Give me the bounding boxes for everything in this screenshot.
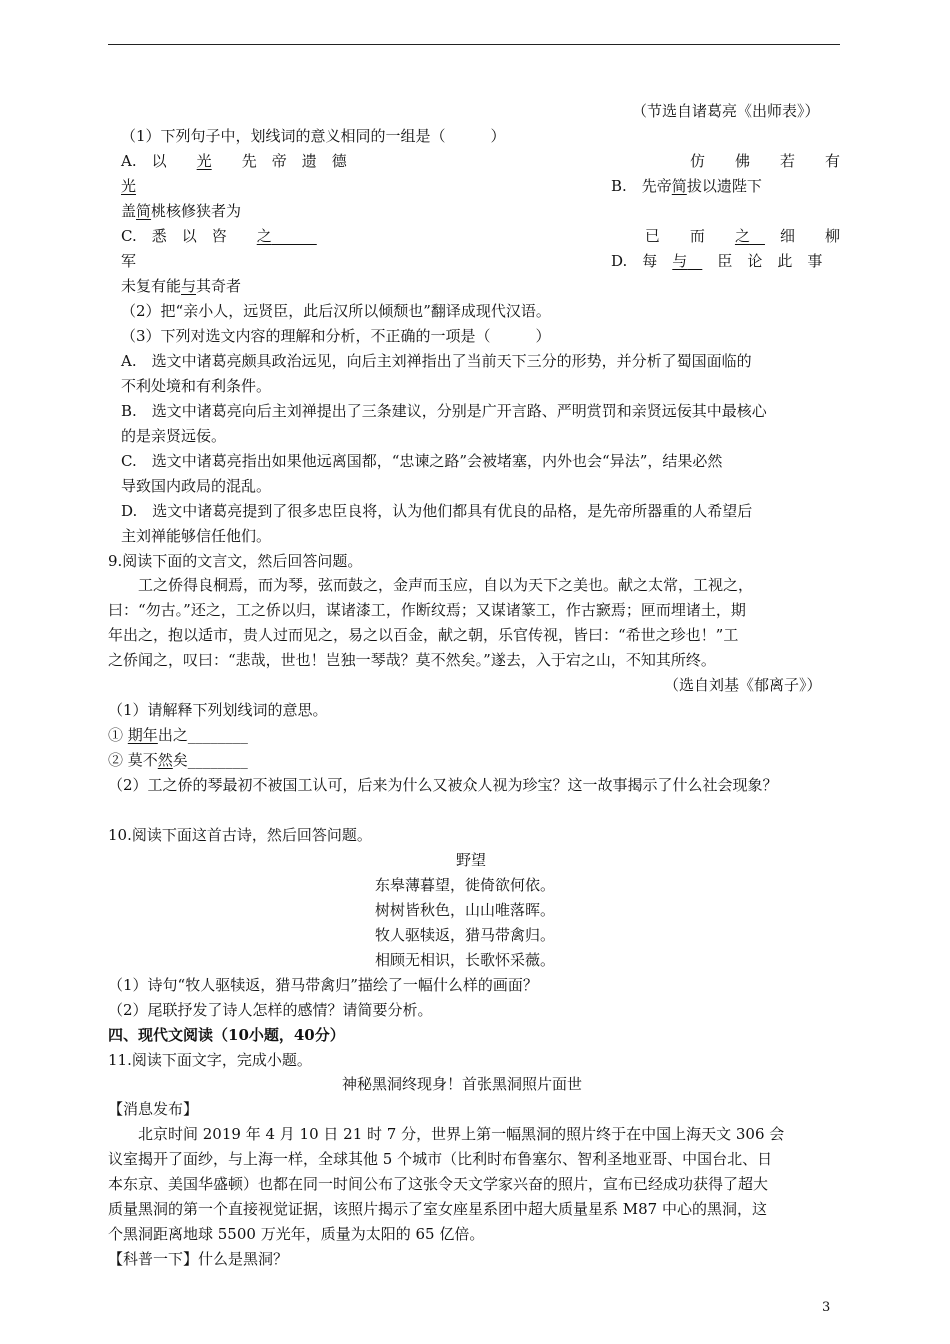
q9-sub2: （2）工之侨的琴最初不被国工认可，后来为什么又被众人视为珍宝？这一故事揭示了什么社会现象？ (108, 776, 778, 794)
q9-passage-line1: 工之侨得良桐焉，而为琴，弦而鼓之，金声而玉应，自以为天下之美也。献之太常，工视之， (108, 576, 754, 594)
q10-poem-line2: 树树皆秋色，山山唯落晖。 (375, 901, 556, 919)
q8-opt-C-line2: 导致国内政局的混乱。 (121, 477, 272, 495)
q8-option-C-right: 已 而 之 细 柳 (644, 227, 840, 245)
q8-opt-A-line1: A. 选文中诸葛亮颇具政治远见，向后主刘禅指出了当前天下三分的形势，并分析了蜀国面临的 (121, 352, 752, 370)
q9-passage-line4: 之侨闻之，叹曰：“悲哉，世也！岂独一琴哉？莫不然矣。”遂去，入于宕之山，不知其所终。 (108, 651, 716, 669)
q8-opt-D-line1: D. 选文中诸葛亮提到了很多忠臣良将，认为他们都具有优良的品格，是先帝所器重的人希望后 (121, 502, 753, 520)
section4-heading: 四、现代文阅读（10小题，40分） (108, 1026, 345, 1044)
q10-poem-title: 野望 (456, 851, 487, 869)
q8-sub1-stem: （1）下列句子中，划线词的意义相同的一组是（ ） (121, 127, 506, 145)
q9-item1: ① 期年出之________ (108, 726, 248, 744)
q9-passage-line3: 年出之，抱以适市，贵人过而见之，易之以百金，献之朝，乐官传视，皆曰：“希世之珍也！”工 (108, 626, 739, 644)
q8-opt-D-line2: 主刘禅能够信任他们。 (121, 527, 272, 545)
q8-option-C-left: C. 悉 以 咨 之 (121, 227, 272, 245)
q11-tag-science: 【科普一下】什么是黑洞？ (108, 1250, 289, 1268)
page-number: 3 (822, 1300, 831, 1315)
q10-poem-line4: 相顾无相识，长歌怀采薇。 (375, 951, 556, 969)
q8-opt-B-line2: 的是亲贤远佞。 (121, 427, 227, 445)
q8-option-C-cont: 军 (121, 252, 137, 270)
q9-passage-line2: 曰：“勿古。”还之，工之侨以归，谋诸漆工，作断纹焉；又谋诸篆工，作古窾焉；匣而埋诸土，期 (108, 601, 746, 619)
q9-item2: ② 莫不然矣________ (108, 751, 248, 769)
q10-poem-line3: 牧人驱犊返，猎马带禽归。 (375, 926, 556, 944)
q8-option-B-left: B. 先帝简拔以遗陛下 (611, 177, 762, 195)
q11-passage-line5: 个黑洞距离地球 5500 万光年，质量为太阳的 65 亿倍。 (108, 1225, 485, 1243)
q11-passage-line2: 议室揭开了面纱，与上海一样，全球其他 5 个城市（比利时布鲁塞尔、智利圣地亚哥、中国台北、日 (108, 1150, 773, 1168)
q8-option-D-right: 未复有能与其奇者 (121, 277, 242, 295)
q8-option-A-right: 仿 佛 若 有 (689, 152, 840, 170)
q10-sub2: （2）尾联抒发了诗人怎样的感情？请简要分析。 (108, 1001, 433, 1019)
q11-passage-line4: 质量黑洞的第一个直接视觉证据，该照片揭示了室女座星系团中超大质量星系 M87 中心的黑洞，这 (108, 1200, 767, 1218)
q8-option-A-left: A. 以 光 先 帝 遗 德 (121, 152, 347, 170)
q10-poem-line1: 东皋薄暮望，徙倚欲何依。 (375, 876, 556, 894)
q8-option-B-right: 盖简桃核修狭者为 (121, 202, 242, 220)
q11-title: 11.阅读下面文字，完成小题。 (108, 1051, 312, 1069)
q9-title: 9.阅读下面的文言文，然后回答问题。 (108, 552, 363, 570)
q11-tag-news: 【消息发布】 (108, 1100, 199, 1118)
q8-source: （节选自诸葛亮《出师表》） (632, 102, 820, 120)
q8-option-A-cont: 光 (121, 177, 137, 195)
q8-option-AB-row (121, 176, 840, 196)
q8-option-D-left: D. 每 与 臣 论 此 事 (611, 252, 823, 270)
q11-article-title: 神秘黑洞终现身！首张黑洞照片面世 (342, 1075, 583, 1093)
q8-sub2: （2）把“亲小人，远贤臣，此后汉所以倾颓也”翻译成现代汉语。 (121, 302, 551, 320)
q9-sub1: （1）请解释下列划线词的意思。 (108, 701, 328, 719)
q8-option-CD-row (121, 251, 840, 271)
q8-opt-C-line1: C. 选文中诸葛亮指出如果他远离国都，“忠谏之路”会被堵塞，内外也会“异法”，结果必然 (121, 452, 723, 470)
q8-opt-A-line2: 不利处境和有利条件。 (121, 377, 272, 395)
q9-source: （选自刘基《郁离子》） (664, 676, 822, 694)
q11-passage-line1: 北京时间 2019 年 4 月 10 日 21 时 7 分，世界上第一幅黑洞的照片终于在中国上海天文 306 会 (108, 1125, 785, 1143)
q8-option-C-row (121, 226, 840, 246)
q8-option-A-row (121, 151, 840, 171)
q8-sub3-stem: （3）下列对选文内容的理解和分析，不正确的一项是（ ） (121, 327, 551, 345)
q10-title: 10.阅读下面这首古诗，然后回答问题。 (108, 826, 372, 844)
q10-sub1: （1）诗句“牧人驱犊返，猎马带禽归”描绘了一幅什么样的画面？ (108, 976, 538, 994)
q8-opt-B-line1: B. 选文中诸葛亮向后主刘禅提出了三条建议，分别是广开言路、严明赏罚和亲贤远佞其中最核心 (121, 402, 767, 420)
header-rule (108, 44, 840, 45)
q11-passage-line3: 本东京、美国华盛顿）也都在同一时间公布了这张令天文学家兴奋的照片，宣布已经成功获得了超大 (108, 1175, 769, 1193)
